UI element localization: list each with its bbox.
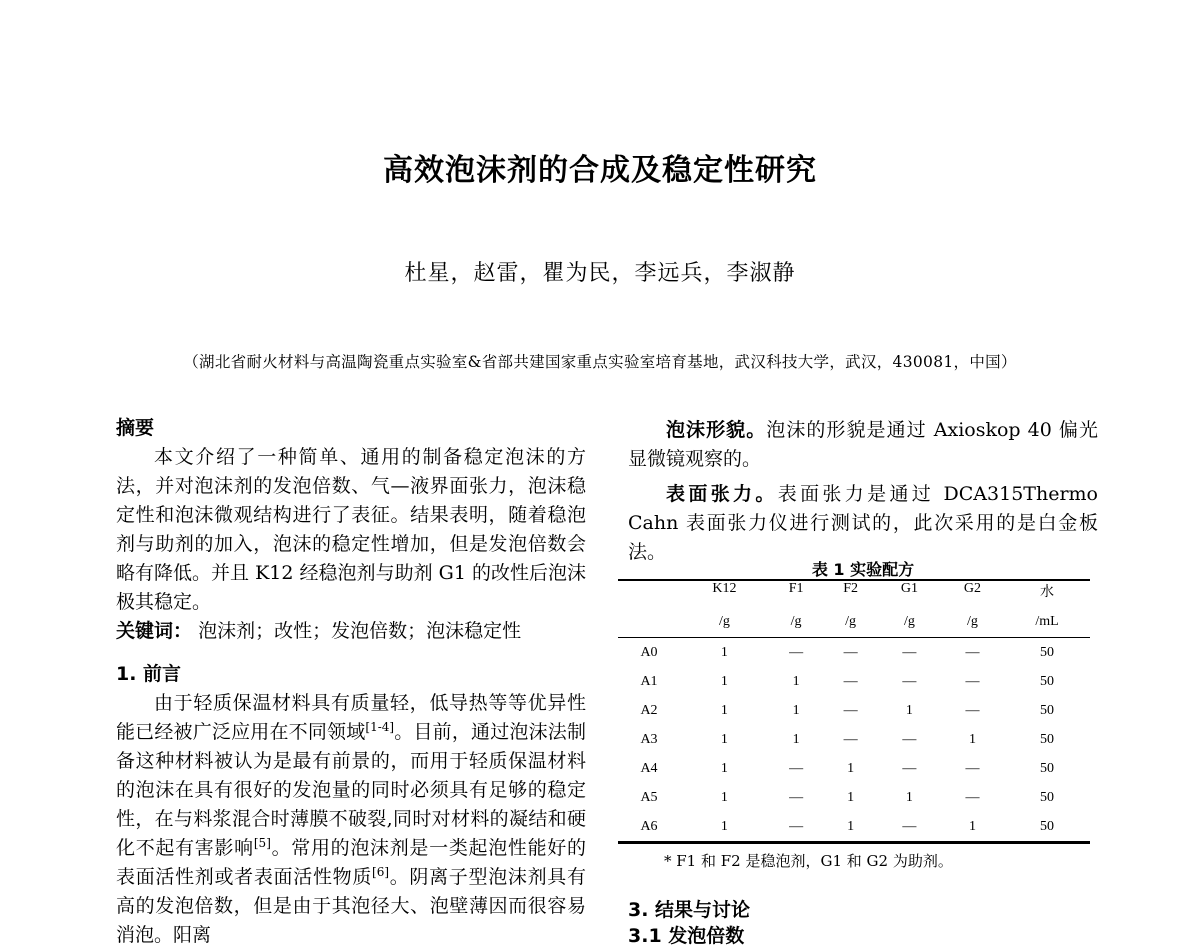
row-label: A4: [640, 760, 658, 776]
table-cell: —: [965, 702, 980, 718]
row-label: A3: [640, 731, 658, 747]
table-footnote: * F1 和 F2 是稳泡剂，G1 和 G2 为助剂。: [664, 852, 953, 870]
table-cell: —: [843, 731, 858, 747]
table-cell: 50: [1039, 818, 1054, 834]
intro-paragraph: [116, 689, 586, 950]
tension-label: 表面张力。: [666, 483, 778, 505]
table-cell: —: [843, 702, 858, 718]
table-cell: 1: [968, 818, 976, 834]
keywords-label: 关键词：: [116, 620, 193, 642]
table-cell: 1: [720, 673, 728, 689]
affiliation: （湖北省耐火材料与高温陶瓷重点实验室&省部共建国家重点实验室培育基地，武汉科技大学，武汉，430081，中国）: [183, 353, 1017, 371]
table-cell: 1: [792, 731, 800, 747]
col-header: 水: [1039, 585, 1054, 600]
tension-paragraph: [628, 480, 1098, 567]
intro-text-2: 。目前，通过泡沫法制备这种材料被认为是最有前景的，而用于轻质保温材料的泡沫在具有很好的发泡量的同时必须具有足够的稳定性，在与料浆混合时薄膜不破裂,同时对材料的凝结和硬化不起有害影响: [116, 721, 586, 859]
table-cell: 1: [905, 789, 913, 805]
abstract-body: 本文介绍了一种简单、通用的制备稳定泡沫的方法，并对泡沫剂的发泡倍数、气—液界面张力，泡沫稳定性和泡沫微观结构进行了表征。结果表明，随着稳泡剂与助剂的加入，泡沫的稳定性增加，但是发泡倍数会略有降低。并且 K12 经稳泡剂与助剂 G1 的改性后泡沫极其稳定。: [116, 446, 586, 613]
col-header: F2: [843, 581, 858, 596]
keywords-line: [116, 617, 586, 646]
table-row: [618, 783, 1090, 812]
table-cell: 1: [847, 760, 855, 776]
citation-6: [6]: [372, 865, 390, 879]
col-unit: /g: [941, 607, 1004, 638]
table-cell: 50: [1039, 702, 1054, 718]
table-cell: —: [965, 673, 980, 689]
table-cell: —: [902, 644, 917, 660]
col-unit: /mL: [1004, 607, 1090, 638]
col-unit: /g: [823, 607, 878, 638]
table-row: [618, 638, 1090, 668]
morphology-text: 泡沫的形貌是通过 Axioskop 40 偏光显微镜观察的。: [628, 419, 1098, 470]
col-header: G1: [900, 581, 918, 596]
abstract-heading: 摘要: [116, 417, 155, 439]
header-blank: [618, 607, 680, 638]
author-list: 杜星，赵雷，瞿为民，李远兵，李淑静: [404, 261, 796, 286]
left-column: [116, 414, 586, 950]
paper-title: 高效泡沫剂的合成及稳定性研究: [383, 153, 817, 188]
col-header: F1: [788, 581, 804, 596]
tension-text: 表面张力是通过 DCA315Thermo Cahn 表面张力仪进行测试的，此次采用的是白金板法。: [628, 483, 1098, 563]
table-cell: —: [902, 760, 917, 776]
row-label: A5: [640, 789, 658, 805]
table-cell: 1: [792, 673, 800, 689]
row-label: A2: [640, 702, 658, 718]
table-cell: —: [965, 760, 980, 776]
table-cell: 50: [1039, 760, 1054, 776]
table-cell: 1: [847, 818, 855, 834]
table-cell: —: [902, 818, 917, 834]
table-cell: —: [789, 818, 804, 834]
keywords: 泡沫剂；改性；发泡倍数；泡沫稳定性: [198, 620, 522, 642]
table-cell: —: [789, 760, 804, 776]
table-cell: 50: [1039, 731, 1054, 747]
table-cell: —: [843, 673, 858, 689]
table-cell: 1: [720, 731, 728, 747]
intro-text-1: 由于轻质保温材料具有质量轻，低导热等等优异性能已经被广泛应用在不同领域: [116, 692, 586, 743]
table-cell: 1: [720, 644, 728, 660]
col-header: G2: [963, 581, 982, 596]
table-row: [618, 696, 1090, 725]
table-caption: 表 1 实验配方: [811, 560, 915, 579]
table-cell: —: [789, 789, 804, 805]
table-cell: 1: [720, 702, 728, 718]
col-unit: /g: [769, 607, 824, 638]
table-cell: —: [902, 673, 917, 689]
results-section: [628, 897, 750, 949]
table-cell: 1: [905, 702, 913, 718]
table-cell: —: [965, 789, 980, 805]
intro-heading: 1. 前言: [116, 663, 182, 685]
morphology-paragraph: [628, 416, 1098, 474]
table-cell: 50: [1039, 673, 1054, 689]
table-cell: —: [965, 644, 980, 660]
row-label: A0: [640, 644, 658, 660]
table-row: [618, 725, 1090, 754]
table-row: [618, 667, 1090, 696]
table-cell: —: [789, 644, 804, 660]
table-cell: 1: [720, 789, 728, 805]
formula-table: [618, 579, 1090, 844]
table-cell: 1: [968, 731, 976, 747]
table-cell: 50: [1039, 789, 1054, 805]
table-cell: 50: [1039, 644, 1054, 660]
table-cell: 1: [720, 760, 728, 776]
col-unit: /g: [680, 607, 769, 638]
citation-1-4: [1-4]: [365, 720, 395, 734]
results-subheading: 3.1 发泡倍数: [628, 925, 745, 947]
table-cell: 1: [720, 818, 728, 834]
right-column: [628, 416, 1098, 567]
table-cell: 1: [847, 789, 855, 805]
col-unit: /g: [878, 607, 941, 638]
table-cell: —: [902, 731, 917, 747]
col-header: K12: [712, 581, 737, 596]
table-cell: —: [843, 644, 858, 660]
table-header-units: [618, 607, 1090, 638]
table-row: [618, 754, 1090, 783]
row-label: A6: [640, 818, 658, 834]
row-label: A1: [640, 673, 658, 689]
intro-text-3: 。常用的泡沫剂是一类起泡性能好的表面活性剂或者表面活性物质: [116, 837, 586, 888]
table-row: [618, 812, 1090, 843]
header-blank: [618, 580, 680, 607]
results-heading: 3. 结果与讨论: [628, 899, 751, 921]
morphology-label: 泡沫形貌。: [666, 419, 767, 441]
table-header-names: [618, 580, 1090, 607]
intro-text-4: 。阴离子型泡沫剂具有高的发泡倍数，但是由于其泡径大、泡壁薄因而很容易消泡。阳离: [116, 866, 586, 946]
citation-5: [5]: [253, 836, 271, 850]
table-cell: 1: [792, 702, 800, 718]
